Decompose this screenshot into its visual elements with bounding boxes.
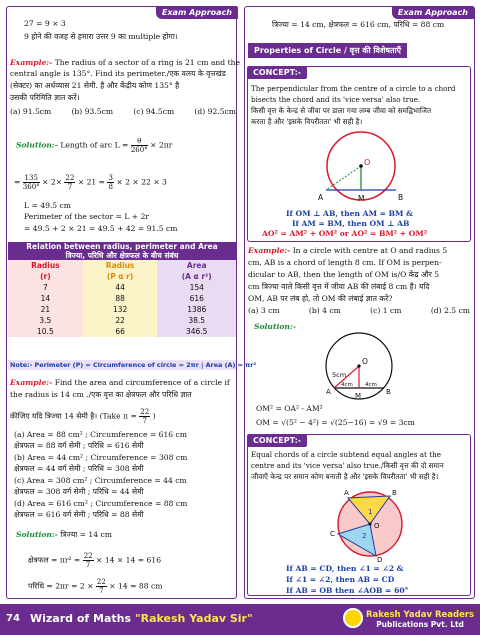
svg-text:1: 1: [368, 508, 373, 516]
svg-text:M: M: [355, 392, 362, 400]
svg-text:O: O: [362, 357, 368, 366]
example-3-line-2: cm, AB is a chord of length 8 cm. If OM is perpen-: [248, 258, 442, 267]
om-formula: OM² = OA² - AM²: [256, 404, 323, 413]
example-2-option-line: क्षेत्रफल = 616 वर्ग सेमी ; परिधि = 88 सेमी: [14, 510, 144, 519]
table-row: 3.5 22 38.5: [8, 315, 236, 326]
concept-2-label: CONCEPT:-: [247, 434, 307, 447]
svg-text:A: A: [318, 193, 324, 202]
arc-calculation: = $\frac{135}{360^\circ}$ × 2× $\frac{22}{7}$ × 21 = $\frac{3}{8}$ × 2 × 22 × 3: [14, 174, 167, 191]
svg-text:D: D: [377, 556, 383, 562]
option-d: (d) 2.5 cm: [430, 306, 470, 315]
solution-label-2: Solution:-: [16, 530, 58, 539]
option-a: (a) 91.5cm: [10, 107, 52, 116]
concept-2-line-2: centre and its 'vice versa' also true./किसी वृत्त की दो समान: [251, 461, 444, 470]
svg-text:B: B: [392, 489, 397, 497]
option-d: (d) 92.5cm: [194, 107, 236, 116]
right-column: [244, 6, 474, 600]
example-3-line-1: In a circle with centre at O and radius 5: [292, 246, 448, 255]
concept-1-line-1: The perpendicular from the centre of a circle to a chord: [251, 84, 456, 93]
example-3-line-5: OM, AB पर लंब हो, तो OM की लंबाई ज्ञात करें?: [248, 294, 393, 303]
svg-text:O: O: [364, 158, 371, 167]
svg-text:5cm: 5cm: [332, 371, 347, 379]
col-sub-radius: (r): [8, 271, 83, 282]
page-footer: [0, 604, 480, 635]
example-2-line-2: the radius is 14 cm ./एक वृत्त का क्षेत्रफल और परिधि ज्ञात: [10, 390, 192, 399]
option-b: (b) 93.5cm: [71, 107, 114, 116]
svg-text:B: B: [398, 193, 404, 202]
option-a: (a) 3 cm: [248, 306, 280, 315]
properties-title: Properties of Circle / वृत्त की विशेषताएँ: [248, 43, 407, 58]
col-sub-perimeter: (P α r): [83, 271, 158, 282]
page-number: 74: [6, 613, 20, 624]
arc-length-text: Length of arc L =: [60, 140, 129, 150]
top-summary-line: त्रिज्या = 14 cm, क्षेत्रफल = 616 cm, परिधि = 88 cm: [272, 20, 445, 29]
perimeter-formula: Perimeter of the sector = L + 2r: [24, 212, 150, 221]
example-2-line-3: कीजिए यदि त्रिज्या 14 सेमी है। (Take π = $\frac{22}{7}$ ): [10, 408, 156, 425]
perimeter-calculation-2: परिधि = 2πr = 2 × $\frac{22}{7}$ × 14 = 88 cm: [28, 578, 163, 595]
example-2-option-line: (d) Area = 616 cm² ; Circumference = 88 cm: [14, 499, 188, 508]
book-title: Wizard of Maths "Rakesh Yadav Sir": [30, 612, 253, 625]
concept-1-formula-2: If AM = BM, then OM ⊥ AB: [292, 219, 410, 228]
svg-text:A: A: [344, 489, 349, 497]
concept-1-formula-1: If OM ⊥ AB, then AM = BM &: [286, 209, 413, 218]
col-head-radius: Radius: [8, 260, 83, 271]
concept-1-line-4: करता है और 'इसके विपरीतता' भी सही है।: [251, 117, 363, 126]
exam-approach-tag-right: Exam Approach: [392, 6, 474, 19]
table-note: Note:- Perimeter (P) = Circumference of circle = 2πr | Area (A) = πr²: [10, 361, 257, 369]
concept-2-line-1: Equal chords of a circle subtend equal angles at the: [251, 450, 441, 459]
svg-text:O: O: [374, 522, 380, 530]
example-2-option-line: (c) Area = 308 cm² ; Circumference = 44 cm: [14, 476, 187, 485]
table-row: 7 44 154: [8, 282, 236, 293]
solution-label-1: Solution:-: [16, 140, 58, 150]
svg-text:2: 2: [362, 532, 367, 540]
example-1-line-4: उसकी परिमिति ज्ञात करें।: [10, 93, 80, 102]
publisher-logo: [343, 608, 363, 628]
example-2-option-line: क्षेत्रफल = 88 वर्ग सेमी ; परिधि = 616 सेमी: [14, 441, 144, 450]
solution-label-3: Solution:-: [254, 322, 296, 331]
example-1-line-2: central angle is 135°. Find its perimeter./एक वलय के वृत्तखंड: [10, 69, 226, 78]
equal-chords-diagram: [328, 484, 412, 562]
table-title: Relation between radius, perimeter and Area त्रिज्या, परिधि और क्षेत्रफल के बीच संबंध: [8, 242, 236, 260]
svg-text:B: B: [386, 388, 391, 396]
concept-2-formula-1: If AB = CD, then ∠1 = ∠2 &: [286, 564, 404, 573]
svg-text:4cm: 4cm: [365, 382, 377, 388]
example-label-1: Example:-: [10, 58, 53, 67]
radius-value: त्रिज्या = 14 cm: [60, 530, 112, 539]
example-2-line-1: Find the area and circumference of a circle if: [54, 378, 230, 387]
svg-text:4cm: 4cm: [341, 382, 353, 388]
area-calculation: क्षेत्रफल = πr² = $\frac{22}{7}$ × 14 × 14 = 616: [28, 552, 162, 569]
example-1-options: [10, 107, 236, 118]
svg-text:C: C: [330, 530, 335, 538]
option-c: (c) 94.5cm: [133, 107, 175, 116]
example-1-line-3: (सेक्टर) का अर्धव्यास 21 सेमी. है और केंद्रीय कोण 135° है: [10, 81, 180, 90]
line-27: 27 = 9 × 3: [24, 19, 66, 28]
example-2-option-line: क्षेत्रफल = 44 वर्ग सेमी ; परिधि = 308 सेमी: [14, 464, 144, 473]
col-head-area: Area: [157, 260, 236, 271]
table-row: 14 88 616: [8, 293, 236, 304]
example-2-option-line: (a) Area = 88 cm² ; Circumference = 616 cm: [14, 430, 187, 439]
example-3-options: [248, 306, 470, 317]
svg-text:M: M: [358, 194, 365, 203]
concept-2-formula-2: If ∠1 = ∠2, then AB = CD: [286, 575, 395, 584]
chord-bisector-diagram: [316, 128, 406, 208]
theta-fraction: $\frac{\theta}{260^\circ}$: [130, 137, 148, 154]
concept-2-formula-3: If AB = OB then ∠AOB = 60°: [286, 586, 409, 595]
example-label-3: Example:-: [248, 246, 291, 255]
om-calculation: OM = √(5² − 4²) = √(25−16) = √9 = 3cm: [256, 418, 415, 427]
concept-2-line-3: जीवाएँ केन्द्र पर समान कोण बनाती है और 'इसके विपरीतता' भी सही है।: [251, 472, 439, 481]
arc-length-result: L = 49.5 cm: [24, 201, 72, 210]
concept-1-formula-3: AO² = AM² + OM² or AO² = BM² + OM²: [262, 229, 428, 238]
example-2-option-line: क्षेत्रफल = 308 वर्ग सेमी ; परिधि = 44 सेमी: [14, 487, 144, 496]
col-sub-area: (A α r²): [157, 271, 236, 282]
arc-length-tail: × 2πr: [150, 140, 173, 150]
svg-text:A: A: [326, 388, 331, 396]
table-row: 10.5 66 346.5: [8, 326, 236, 337]
concept-1-label: CONCEPT:-: [247, 66, 307, 79]
exam-approach-tag-left: Exam Approach: [156, 6, 238, 19]
perimeter-calculation: = 49.5 + 2 × 21 = 49.5 + 42 = 91.5 cm: [24, 224, 178, 233]
col-head-perimeter: Radius: [83, 260, 158, 271]
example-2-option-line: (b) Area = 44 cm² ; Circumference = 308 cm: [14, 453, 188, 462]
example-label-2: Example:-: [10, 378, 53, 387]
example-circle-diagram: [314, 328, 404, 404]
example-3-line-4: cm त्रिज्या वाले किसी वृत्त में जीवा AB की लंबाई 8 cm है। यदि: [248, 282, 430, 291]
left-column: [6, 6, 257, 600]
relation-table: [8, 242, 236, 337]
example-1-line-1: The radius of a sector of a ring is 21 cm and the: [54, 58, 241, 67]
concept-1-line-3: किसी वृत्त के केन्द्र से जीवा पर डाला गया लम्ब जीवा को समद्विभाजित: [251, 106, 432, 115]
line-multiple: 9 होने की वजह से हमारा उत्तर 9 का multiple होगा।: [24, 32, 178, 41]
option-b: (b) 4 cm: [308, 306, 341, 315]
concept-1-line-2: bisects the chord and its 'vice versa' also true.: [251, 95, 421, 104]
table-row: 21 132 1386: [8, 304, 236, 315]
example-3-line-3: dicular to AB, then the length of OM is/O केंद्र और 5: [248, 270, 440, 279]
publisher-name: Rakesh Yadav Readers Publications Pvt. Ltd: [366, 610, 475, 629]
option-c: (c) 1 cm: [370, 306, 402, 315]
